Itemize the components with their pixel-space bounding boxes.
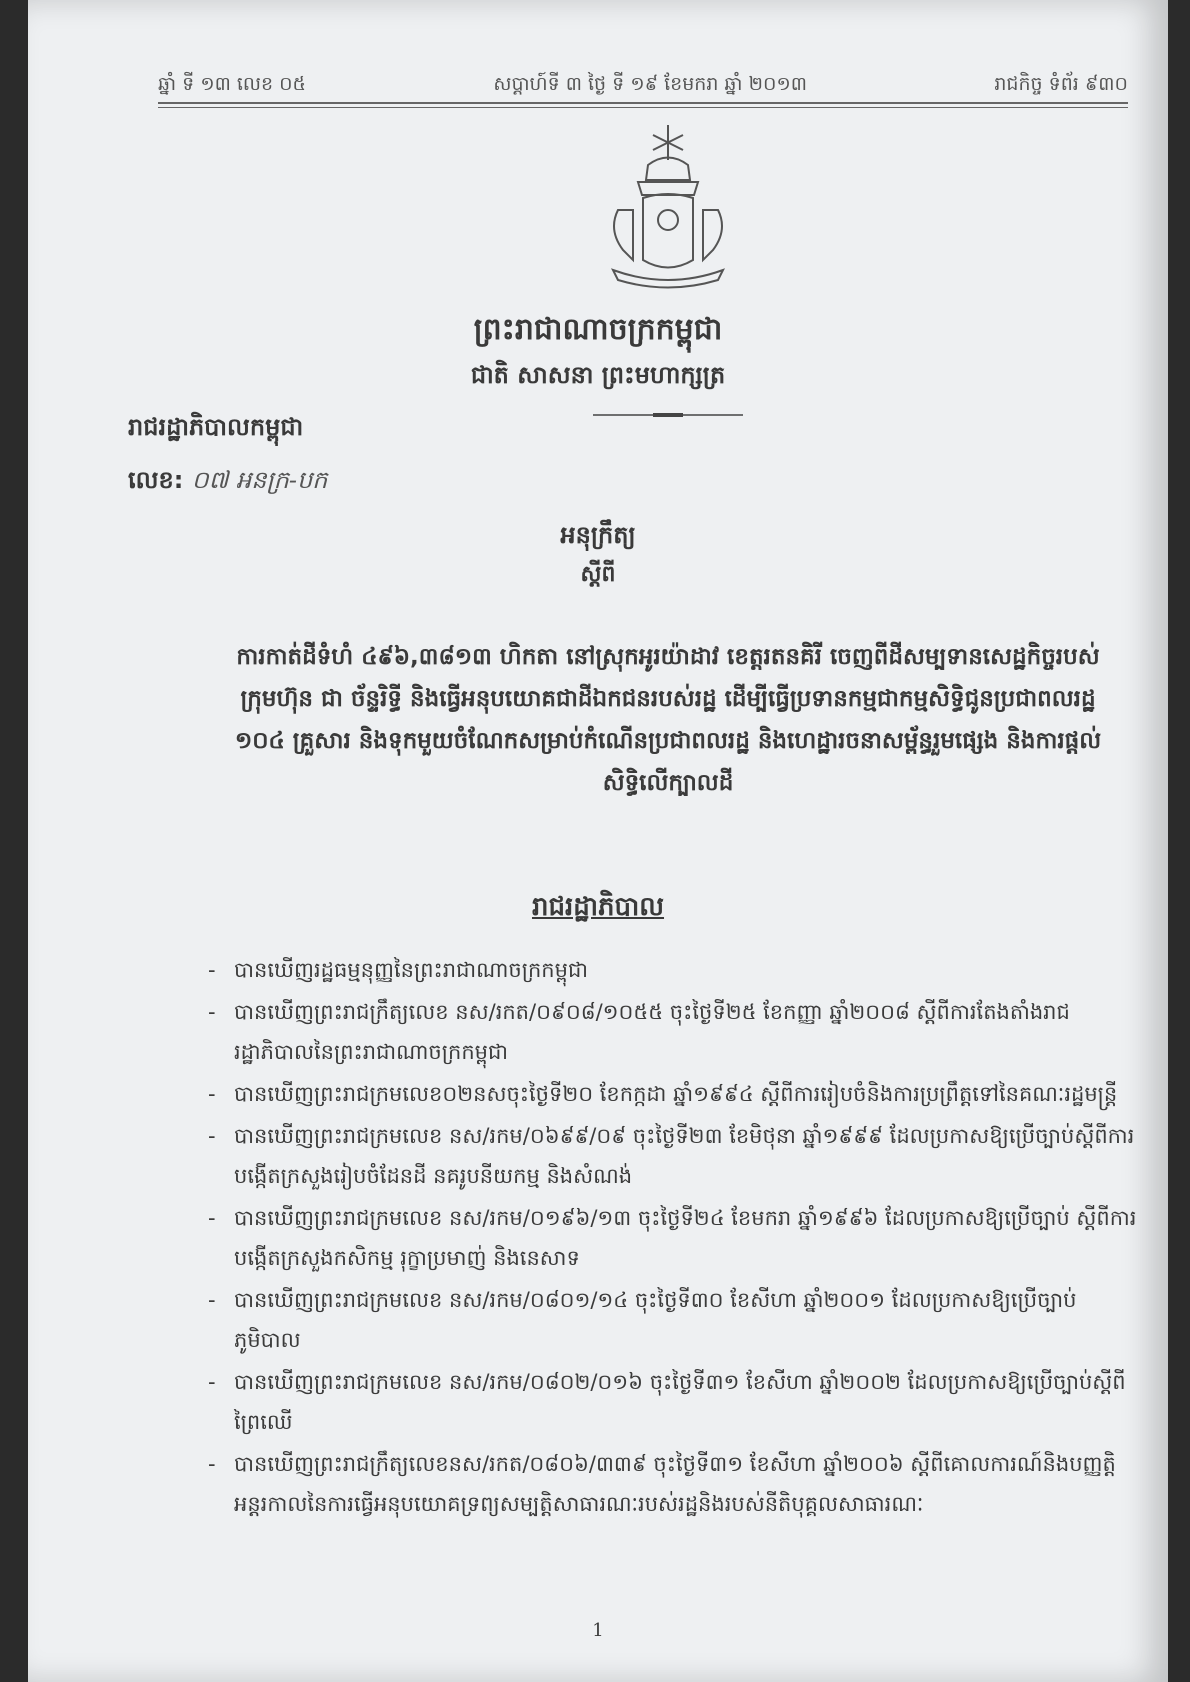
decree-subtitle: ស្តីពី (580, 562, 616, 587)
royal-coat-of-arms-icon (598, 120, 738, 300)
header-rule-thin (158, 107, 1128, 108)
decree-subject: ការកាត់ដីទំហំ ៤៩៦,៣៨១៣ ហិកតា នៅស្រុកអូរយ៉ាដាវ ខេត្តរតនគិរី ចេញពីដីសម្បទានសេដ្ឋកិច្ចរបស់ក្រុមហ៊ុន ជា ច័ន្ទរិទ្ធី និងធ្វើអនុបយោគជាដីឯកជនរបស់រដ្ឋ ដើម្បីធ្វើប្រទានកម្មជាកម្មសិទ្ធិជូនប្រជាពលរដ្ឋ ១០៤ គ្រួសារ និងទុកមួយចំណែកសម្រាប់កំណើនប្រជាពលរដ្ឋ និងហេដ្ឋារចនាសម្ព័ន្ធរួមផ្សេង និងការផ្តល់សិទ្ធិលើក្បាលដី (234, 644, 1102, 796)
reference-number (128, 465, 327, 500)
gazette-date: សប្តាហ៍ទី ៣ ថ្ងៃ ទី ១៩ ខែមករា ឆ្នាំ ២០១៣ (493, 73, 808, 95)
document-page (28, 0, 1168, 1682)
clause-item: - បានឃើញព្រះរាជក្រមលេខ នស/រកម/០៦៩៩/០៩ ចុះថ្ងៃទី២៣ ខែមិថុនា ឆ្នាំ១៩៩៩ ដែលប្រកាសឱ្យប្រើច្បាប់ស្តីពីការបង្កើតក្រសួងរៀបចំដែនដី នគរូបនីយកម្ម និងសំណង់ (208, 1116, 1138, 1196)
gazette-year-issue: ឆ្នាំ ទី ១៣ លេខ ០៥ (158, 73, 307, 95)
gazette-page: រាជកិច្ច ទំព័រ ៩៣០ (994, 73, 1128, 95)
ornamental-divider (593, 412, 743, 418)
reference-number-handwritten: ០៧ អនក្រ-បក (191, 466, 328, 494)
government-heading: រាជរដ្ឋាភិបាល (531, 892, 665, 922)
clause-item: - បានឃើញរដ្ឋធម្មនុញ្ញនៃព្រះរាជាណាចក្រកម្ពុជា (208, 950, 1138, 990)
issuer-block (128, 412, 327, 500)
clause-item: - បានឃើញព្រះរាជក្រមលេខ០២នសចុះថ្ងៃទី២០ ខែកក្កដា ឆ្នាំ១៩៩៤ ស្តីពីការរៀបចំនិងការប្រព្រឹត្តទៅនៃគណៈរដ្ឋមន្ត្រី (208, 1074, 1138, 1114)
clause-item: - បានឃើញព្រះរាជក្រឹត្យលេខ នស/រកត/០៩០៨/១០៥៥ ចុះថ្ងៃទី២៥ ខែកញ្ញា ឆ្នាំ២០០៨ ស្តីពីការតែងតាំងរាជរដ្ឋាភិបាលនៃព្រះរាជាណាចក្រកម្ពុជា (208, 992, 1138, 1072)
decree-title: អនុក្រឹត្យ (560, 521, 636, 549)
clause-item: - បានឃើញព្រះរាជក្រឹត្យលេខនស/រកត/០៨០៦/៣៣៩ ចុះថ្ងៃទី៣១ ខែសីហា ឆ្នាំ២០០៦ ស្តីពីគោលការណ៍និងបញ្ញត្តិអន្តរកាលនៃការធ្វើអនុបយោគទ្រព្យសម្បត្តិសាធារណៈរបស់រដ្ឋនិងរបស់នីតិបុគ្គលសាធារណៈ (208, 1444, 1138, 1524)
national-motto: ជាតិ សាសនា ព្រះមហាក្សត្រ (470, 361, 726, 389)
issuer-name: រាជរដ្ឋាភិបាលកម្ពុជា (128, 413, 304, 441)
gazette-header (158, 72, 1128, 100)
clause-item: - បានឃើញព្រះរាជក្រមលេខ នស/រកម/០១៩៦/១៣ ចុះថ្ងៃទី២៤ ខែមករា ឆ្នាំ១៩៩៦ ដែលប្រកាសឱ្យប្រើច្បាប់ ស្តីពីការបង្កើតក្រសួងកសិកម្ម រុក្ខាប្រមាញ់ និងនេសាទ (208, 1198, 1138, 1278)
kingdom-name: ព្រះរាជាណាចក្រកម្ពុជា (473, 312, 723, 347)
header-rule (158, 102, 1128, 104)
preamble-clauses (208, 950, 1138, 1526)
clause-item: - បានឃើញព្រះរាជក្រមលេខ នស/រកម/០៨០១/១៤ ចុះថ្ងៃទី៣០ ខែសីហា ឆ្នាំ២០០១ ដែលប្រកាសឱ្យប្រើច្បាប់ភូមិបាល (208, 1280, 1138, 1360)
reference-number-label: លេខ: (128, 466, 184, 494)
clause-item: - បានឃើញព្រះរាជក្រមលេខ នស/រកម/០៨០២/០១៦ ចុះថ្ងៃទី៣១ ខែសីហា ឆ្នាំ២០០២ ដែលប្រកាសឱ្យប្រើច្បាប់ស្តីពីព្រៃឈើ (208, 1362, 1138, 1442)
page-number: 1 (592, 1620, 604, 1641)
